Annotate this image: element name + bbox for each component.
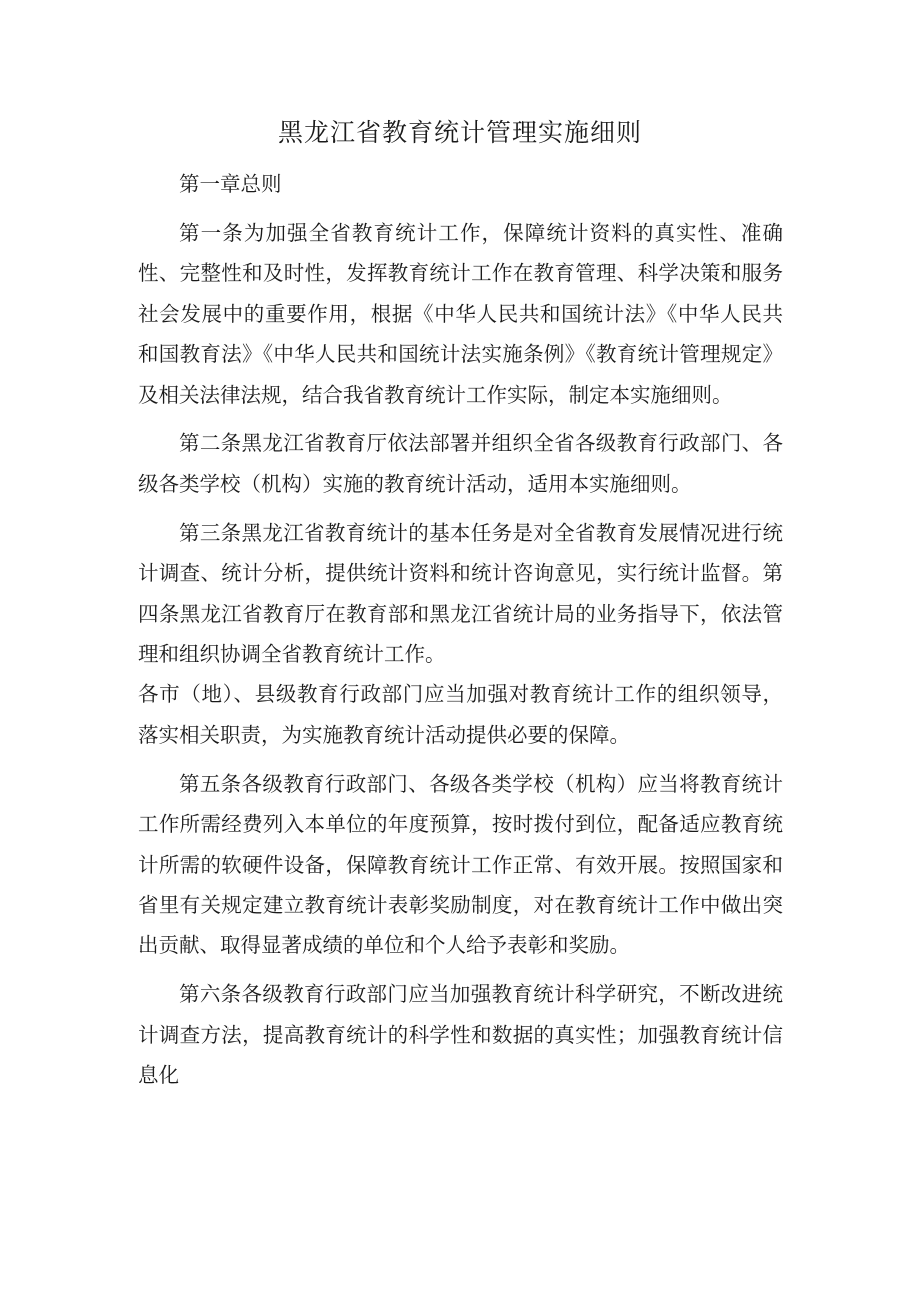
document-body [138,164,783,1104]
article-4-continuation-paragraph: 各市（地）、县级教育行政部门应当加强对教育统计工作的组织领导，落实相关职责，为实施教育统计活动提供必要的保障。 [138,682,783,747]
article-1-paragraph: 第一条为加强全省教育统计工作，保障统计资料的真实性、准确性、完整性和及时性，发挥教育统计工作在教育管理、科学决策和服务社会发展中的重要作用，根据《中华人民共和国统计法》《中华人民共和国教育法》《中华人民共和国统计法实施条例》《教育统计管理规定》及相关法律法规，结合我省教育统计工作实际，制定本实施细则。 [138,220,783,407]
article-6-paragraph: 第六条各级教育行政部门应当加强教育统计科学研究，不断改进统计调查方法，提高教育统计的科学性和数据的真实性；加强教育统计信息化 [138,982,783,1088]
chapter-heading: 第一章总则 [179,172,282,196]
document-title: 黑龙江省教育统计管理实施细则 [277,118,642,147]
article-2-paragraph: 第二条黑龙江省教育厅依法部署并组织全省各级教育行政部门、各级各类学校（机构）实施的教育统计活动，适用本实施细则。 [138,431,783,496]
article-3-4-paragraph: 第三条黑龙江省教育统计的基本任务是对全省教育发展情况进行统计调查、统计分析，提供统计资料和统计咨询意见，实行统计监督。第四条黑龙江省教育厅在教育部和黑龙江省统计局的业务指导下，依法管理和组织协调全省教育统计工作。 [138,520,783,666]
article-5-paragraph: 第五条各级教育行政部门、各级各类学校（机构）应当将教育统计工作所需经费列入本单位的年度预算，按时拨付到位，配备适应教育统计所需的软硬件设备，保障教育统计工作正常、有效开展。按照国家和省里有关规定建立教育统计表彰奖励制度，对在教育统计工作中做出突出贡献、取得显著成绩的单位和个人给予表彰和奖励。 [138,771,783,958]
